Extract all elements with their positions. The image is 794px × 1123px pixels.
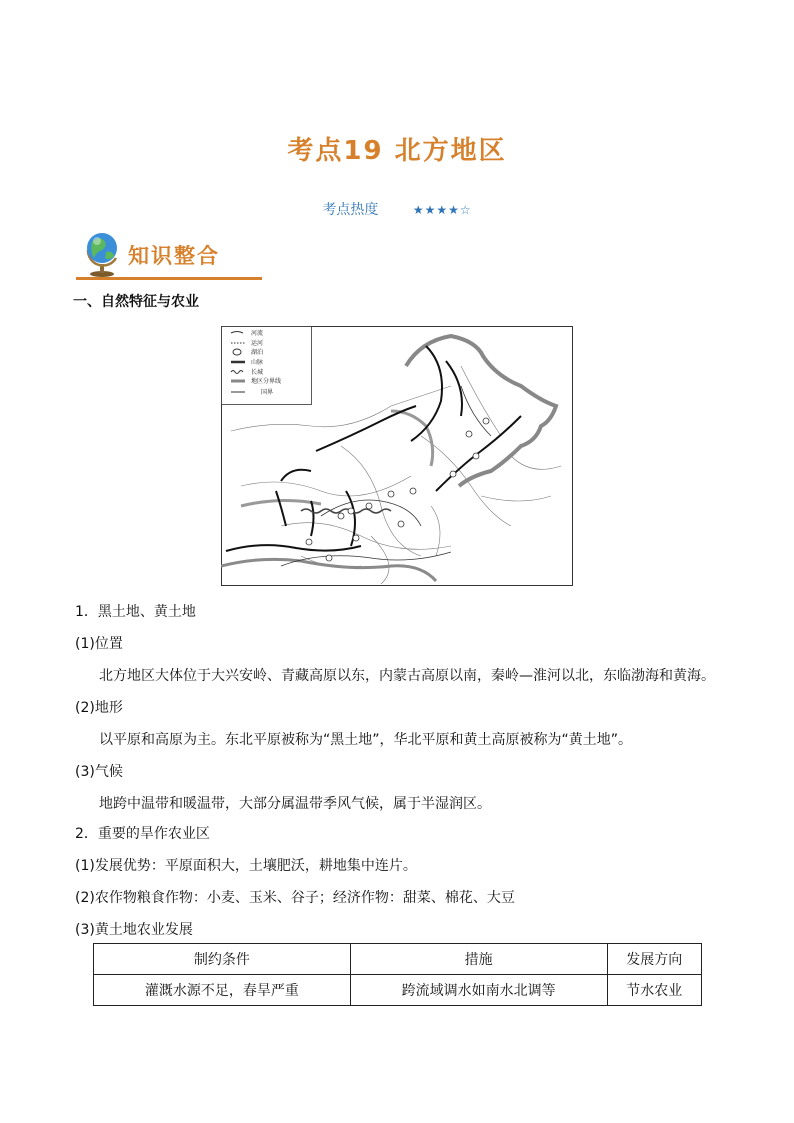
legend-item: 湖泊	[251, 349, 264, 356]
globe-icon	[78, 228, 128, 278]
legend-item: 运河	[251, 340, 264, 347]
legend-item: 国界	[261, 389, 274, 396]
heat-label: 考点热度	[322, 202, 379, 218]
table-header-cell: 制约条件	[94, 944, 351, 975]
legend-item: 长城	[251, 369, 264, 376]
paragraph-location: 北方地区大体位于大兴安岭、青藏高原以东，内蒙古高原以南，秦岭—淮河以北，东临渤海和黄海。	[99, 668, 715, 684]
paragraph-advantages: (1)发展优势：平原面积大，土壤肥沃，耕地集中连片。	[75, 858, 417, 874]
heading-dry-farming: 2．重要的旱作农业区	[75, 826, 210, 842]
paragraph-loess-agriculture: (3)黄土地农业发展	[75, 922, 193, 938]
section-heading: 一、自然特征与农业	[73, 294, 199, 310]
knowledge-banner	[76, 228, 262, 280]
north-china-map	[221, 326, 573, 586]
table-header-row	[94, 944, 702, 975]
subheading-location: (1)位置	[75, 636, 123, 652]
banner-label: 知识整合	[128, 244, 220, 268]
table-cell: 跨流域调水如南水北调等	[350, 975, 607, 1006]
subheading-climate: (3)气候	[75, 764, 123, 780]
page-title: 考点19 北方地区	[287, 136, 507, 166]
table-cell: 节水农业	[607, 975, 701, 1006]
subheading-terrain: (2)地形	[75, 700, 123, 716]
table-header-cell: 发展方向	[607, 944, 701, 975]
heading-black-yellow-land: 1．黑土地、黄土地	[75, 604, 196, 620]
paragraph-terrain: 以平原和高原为主。东北平原被称为“黑土地”，华北平原和黄土高原被称为“黄土地”。	[99, 732, 633, 748]
paragraph-crops: (2)农作物粮食作物：小麦、玉米、谷子；经济作物：甜菜、棉花、大豆	[75, 890, 515, 906]
table-cell: 灌溉水源不足，春旱严重	[94, 975, 351, 1006]
heat-rating	[0, 199, 794, 219]
legend-item: 河流	[251, 330, 264, 337]
banner-rule	[76, 277, 262, 280]
paragraph-climate: 地跨中温带和暖温带，大部分属温带季风气候，属于半湿润区。	[99, 796, 491, 812]
table-row	[94, 975, 702, 1006]
agriculture-table	[93, 943, 702, 1006]
table-header-cell: 措施	[350, 944, 607, 975]
heat-stars: ★★★★☆	[412, 203, 472, 217]
legend-item: 地区分界线	[251, 378, 282, 385]
legend-item: 山脉	[251, 359, 264, 366]
